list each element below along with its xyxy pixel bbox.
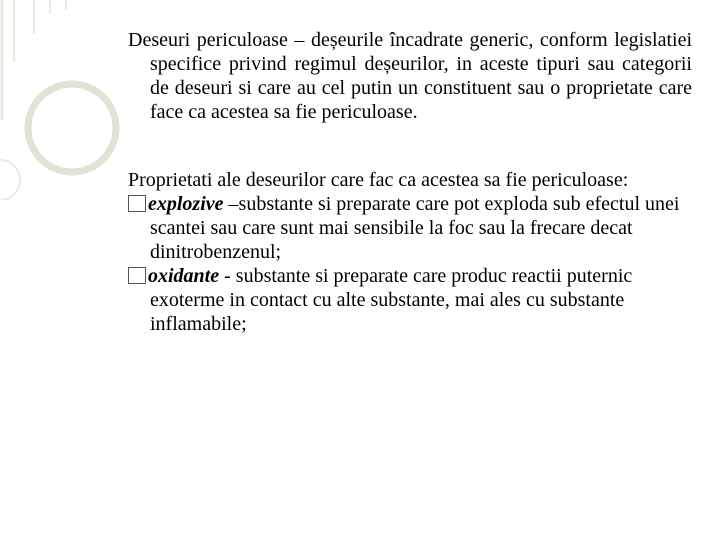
definition-term: Deseuri periculoase: [128, 29, 288, 51]
bullet-box-icon: [128, 195, 146, 212]
property-description: –substante si preparate care pot exploda sub efectul unei scantei sau care sunt mai sensibile la foc sau la frecare decat dinitrobenzenul;: [150, 193, 680, 263]
property-description: - substante si preparate care produc reactii puternic exoterme in contact cu alte substante, mai ales cu substante inflamabile;: [150, 265, 633, 335]
list-item: [128, 192, 692, 264]
property-term: explozive: [148, 193, 224, 215]
property-term: oxidante: [148, 265, 220, 287]
list-item: [128, 264, 692, 336]
slide-theme-circles-icon: [0, 0, 120, 200]
properties-heading: Proprietati ale deseurilor care fac ca acestea sa fie periculoase:: [128, 169, 629, 191]
slide-content: [128, 28, 692, 336]
definition-text: – deșeurile încadrate generic, conform legislatiei specifice privind regimul deșeurilor, in aceste tipuri sau categorii de deseuri si care au cel putin un constituent sau o proprietate care face ca acestea sa fie periculoase.: [150, 29, 693, 123]
bullet-box-icon: [128, 267, 146, 284]
definition-paragraph: [128, 28, 692, 124]
